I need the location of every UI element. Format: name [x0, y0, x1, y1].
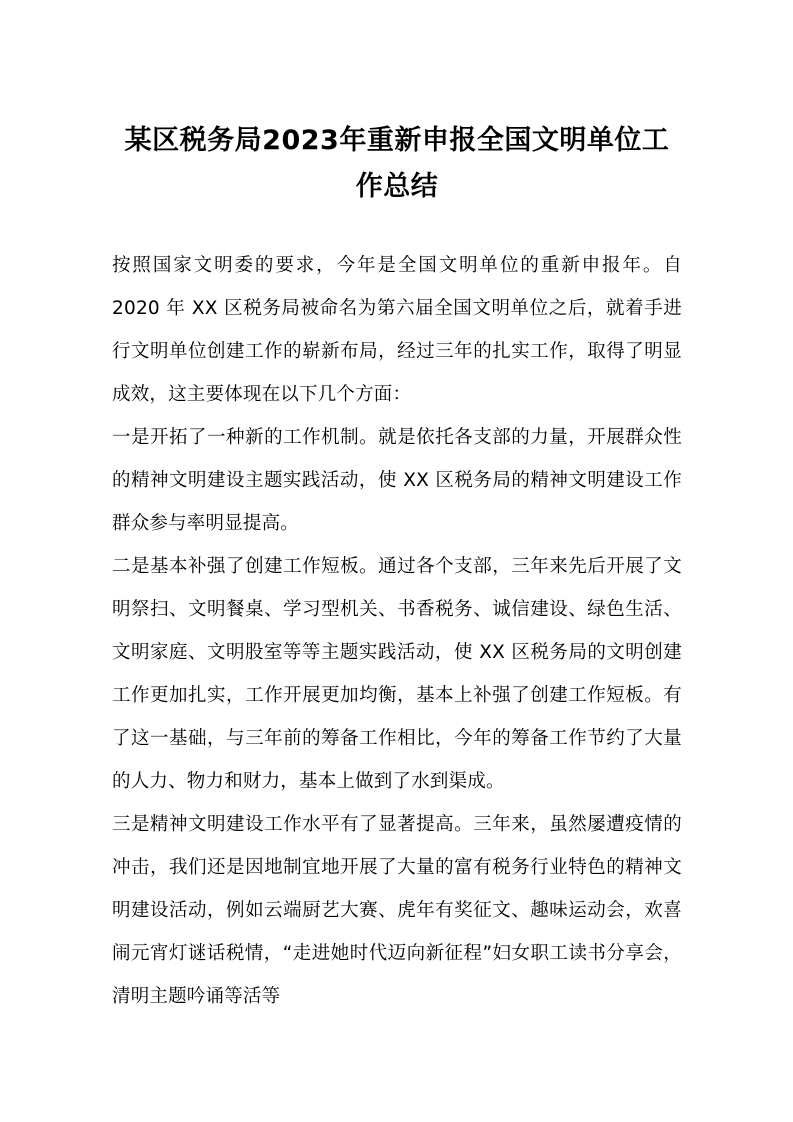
document-body — [112, 118, 682, 1018]
paragraph-1: 按照国家文明委的要求，今年是全国文明单位的重新申报年。自 2020 年 XX 区税务局被命名为第六届全国文明单位之后，就着手进行文明单位创建工作的崭新布局，经过三年的扎实工作，取得了明显成效，这主要体现在以下几个方面： — [112, 255, 682, 405]
paragraph-2: 一是开拓了一种新的工作机制。就是依托各支部的力量，开展群众性的精神文明建设主题实践活动，使 XX 区税务局的精神文明建设工作群众参与率明显提高。 — [112, 427, 682, 534]
page-title: 某区税务局2023年重新申报全国文明单位工作总结 — [124, 125, 670, 202]
paragraph-3: 二是基本补强了创建工作短板。通过各个支部，三年来先后开展了文明祭扫、文明餐桌、学习型机关、书香税务、诚信建设、绿色生活、文明家庭、文明股室等等主题实践活动，使 XX 区税务局的文明创建工作更加扎实，工作开展更加均衡，基本上补强了创建工作短板。有了这一基础，与三年前的筹备工作相比，今年的筹备工作节约了大量的人力、物力和财力，基本上做到了水到渠成。 — [112, 556, 682, 792]
paragraph-4: 三是精神文明建设工作水平有了显著提高。三年来，虽然屡遭疫情的冲击，我们还是因地制宜地开展了大量的富有税务行业特色的精神文明建设活动，例如云端厨艺大赛、虎年有奖征文、趣味运动会，欢喜闹元宵灯谜话税情，“走进她时代迈向新征程”妇女职工读书分享会，清明主题吟诵等活等 — [112, 814, 682, 1007]
